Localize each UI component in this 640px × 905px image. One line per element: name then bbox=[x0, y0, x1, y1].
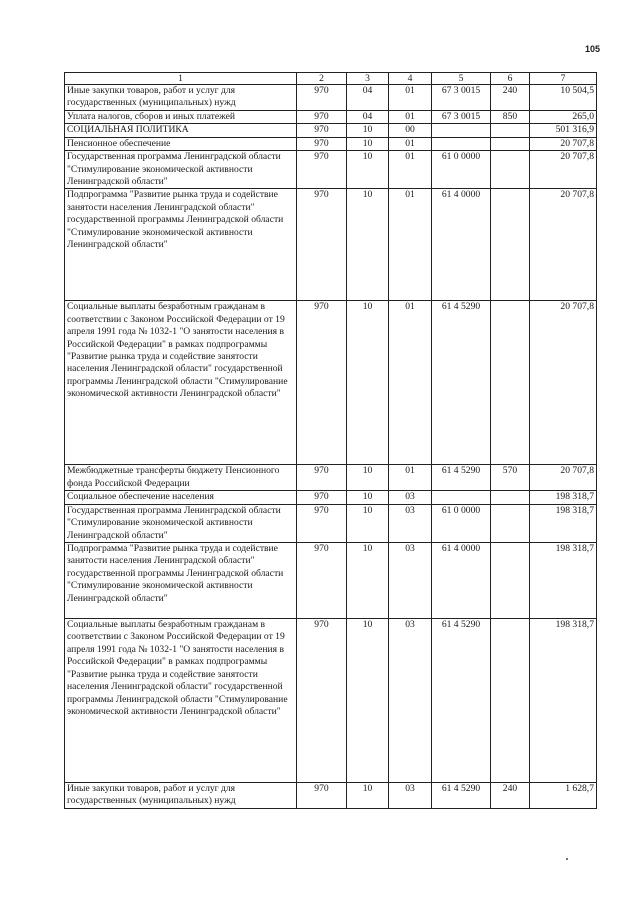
row-value: 198 318,7 bbox=[530, 491, 597, 504]
row-value: 970 bbox=[297, 301, 347, 465]
row-value: 1 628,7 bbox=[530, 783, 597, 809]
row-label: Подпрограмма "Развитие рынка труда и содействие занятости населения Ленинградской области" государственной программы Ленинградской области "Стимулирование экономической активности Ленинградской области" bbox=[65, 543, 297, 619]
row-label: Социальные выплаты безработным гражданам в соответствии с Законом Российской Федерации от 19 апреля 1991 года № 1032-1 "О занятости населения в Российской Федерации" в рамках подпрограммы "Развитие рынка труда и содействие занятости населения Ленинградской области" государственной программы Ленинградской области "Стимулирование экономической активности Ленинградской области" bbox=[65, 619, 297, 783]
row-value bbox=[491, 491, 530, 504]
row-value bbox=[491, 189, 530, 301]
row-value bbox=[432, 491, 491, 504]
row-value: 01 bbox=[389, 111, 432, 124]
row-value: 970 bbox=[297, 151, 347, 189]
row-value: 970 bbox=[297, 85, 347, 111]
row-value: 03 bbox=[389, 543, 432, 619]
row-value bbox=[491, 151, 530, 189]
row-value: 61 4 5290 bbox=[432, 619, 491, 783]
row-value: 970 bbox=[297, 543, 347, 619]
row-value: 970 bbox=[297, 111, 347, 124]
row-value: 970 bbox=[297, 504, 347, 542]
row-value: 67 3 0015 bbox=[432, 85, 491, 111]
table-row bbox=[65, 619, 597, 783]
row-value: 03 bbox=[389, 504, 432, 542]
row-value bbox=[491, 543, 530, 619]
row-value: 10 bbox=[347, 124, 389, 137]
row-value: 10 bbox=[347, 543, 389, 619]
row-value: 10 bbox=[347, 619, 389, 783]
row-value: 20 707,8 bbox=[530, 301, 597, 465]
row-value: 970 bbox=[297, 465, 347, 491]
row-value: 970 bbox=[297, 491, 347, 504]
row-value: 240 bbox=[491, 783, 530, 809]
table-row bbox=[65, 543, 597, 619]
table-row bbox=[65, 301, 597, 465]
row-value: 198 318,7 bbox=[530, 619, 597, 783]
row-value: 04 bbox=[347, 85, 389, 111]
row-value: 970 bbox=[297, 124, 347, 137]
table-row bbox=[65, 465, 597, 491]
row-value: 03 bbox=[389, 491, 432, 504]
row-label: Иные закупки товаров, работ и услуг для государственных (муниципальных) нужд bbox=[65, 85, 297, 111]
row-value bbox=[491, 124, 530, 137]
row-label: Государственная программа Ленинградской области "Стимулирование экономической активности Ленинградской области" bbox=[65, 151, 297, 189]
row-value: 198 318,7 bbox=[530, 543, 597, 619]
row-value: 570 bbox=[491, 465, 530, 491]
row-value: 265,0 bbox=[530, 111, 597, 124]
column-header: 2 bbox=[297, 73, 347, 85]
row-label: Уплата налогов, сборов и иных платежей bbox=[65, 111, 297, 124]
row-value bbox=[491, 137, 530, 150]
page-mark bbox=[566, 858, 568, 860]
row-value: 03 bbox=[389, 619, 432, 783]
row-value: 240 bbox=[491, 85, 530, 111]
row-value: 970 bbox=[297, 783, 347, 809]
column-header: 1 bbox=[65, 73, 297, 85]
table-row bbox=[65, 189, 597, 301]
row-value bbox=[491, 619, 530, 783]
table-row bbox=[65, 124, 597, 137]
row-value: 10 bbox=[347, 491, 389, 504]
page-number: 105 bbox=[584, 44, 600, 54]
row-value: 10 bbox=[347, 783, 389, 809]
row-label: Социальное обеспечение населения bbox=[65, 491, 297, 504]
table-row bbox=[65, 491, 597, 504]
row-value: 01 bbox=[389, 189, 432, 301]
row-value: 01 bbox=[389, 85, 432, 111]
row-value: 00 bbox=[389, 124, 432, 137]
row-value bbox=[491, 301, 530, 465]
table-row bbox=[65, 783, 597, 809]
row-value: 970 bbox=[297, 137, 347, 150]
row-value: 61 0 0000 bbox=[432, 504, 491, 542]
row-value: 03 bbox=[389, 783, 432, 809]
row-value: 10 bbox=[347, 151, 389, 189]
table-row bbox=[65, 85, 597, 111]
row-value: 01 bbox=[389, 137, 432, 150]
row-value: 10 bbox=[347, 504, 389, 542]
row-value: 970 bbox=[297, 619, 347, 783]
row-value: 20 707,8 bbox=[530, 151, 597, 189]
row-value: 20 707,8 bbox=[530, 465, 597, 491]
row-value bbox=[432, 124, 491, 137]
table-row bbox=[65, 137, 597, 150]
row-value: 61 4 5290 bbox=[432, 783, 491, 809]
table-header-row bbox=[65, 73, 597, 85]
row-value: 01 bbox=[389, 151, 432, 189]
row-value: 67 3 0015 bbox=[432, 111, 491, 124]
row-value: 61 4 0000 bbox=[432, 189, 491, 301]
row-value: 10 504,5 bbox=[530, 85, 597, 111]
row-label: Социальные выплаты безработным гражданам в соответствии с Законом Российской Федерации от 19 апреля 1991 года № 1032-1 "О занятости населения в Российской Федерации" в рамках подпрограммы "Развитие рынка труда и содействие занятости населения Ленинградской области" государственной программы Ленинградской области "Стимулирование экономической активности Ленинградской области" bbox=[65, 301, 297, 465]
row-label: Подпрограмма "Развитие рынка труда и содействие занятости населения Ленинградской области" государственной программы Ленинградской области "Стимулирование экономической активности Ленинградской области" bbox=[65, 189, 297, 301]
column-header: 5 bbox=[432, 73, 491, 85]
column-header: 7 bbox=[530, 73, 597, 85]
row-value: 61 4 5290 bbox=[432, 465, 491, 491]
column-header: 4 bbox=[389, 73, 432, 85]
row-value: 10 bbox=[347, 137, 389, 150]
row-value: 61 4 0000 bbox=[432, 543, 491, 619]
row-value: 850 bbox=[491, 111, 530, 124]
row-value: 61 4 5290 bbox=[432, 301, 491, 465]
budget-table bbox=[64, 72, 597, 809]
row-value: 61 0 0000 bbox=[432, 151, 491, 189]
row-value bbox=[491, 504, 530, 542]
table-row bbox=[65, 151, 597, 189]
row-value: 01 bbox=[389, 301, 432, 465]
row-label: Межбюджетные трансферты бюджету Пенсионного фонда Российской Федерации bbox=[65, 465, 297, 491]
table-row bbox=[65, 111, 597, 124]
row-value: 20 707,8 bbox=[530, 137, 597, 150]
row-label: Иные закупки товаров, работ и услуг для государственных (муниципальных) нужд bbox=[65, 783, 297, 809]
row-value: 10 bbox=[347, 465, 389, 491]
row-label: СОЦИАЛЬНАЯ ПОЛИТИКА bbox=[65, 124, 297, 137]
row-label: Государственная программа Ленинградской области "Стимулирование экономической активности Ленинградской области" bbox=[65, 504, 297, 542]
row-value: 970 bbox=[297, 189, 347, 301]
row-value: 20 707,8 bbox=[530, 189, 597, 301]
table-row bbox=[65, 504, 597, 542]
column-header: 3 bbox=[347, 73, 389, 85]
column-header: 6 bbox=[491, 73, 530, 85]
row-value: 501 316,9 bbox=[530, 124, 597, 137]
row-value: 10 bbox=[347, 301, 389, 465]
row-value: 10 bbox=[347, 189, 389, 301]
row-value bbox=[432, 137, 491, 150]
row-label: Пенсионное обеспечение bbox=[65, 137, 297, 150]
row-value: 04 bbox=[347, 111, 389, 124]
row-value: 198 318,7 bbox=[530, 504, 597, 542]
row-value: 01 bbox=[389, 465, 432, 491]
